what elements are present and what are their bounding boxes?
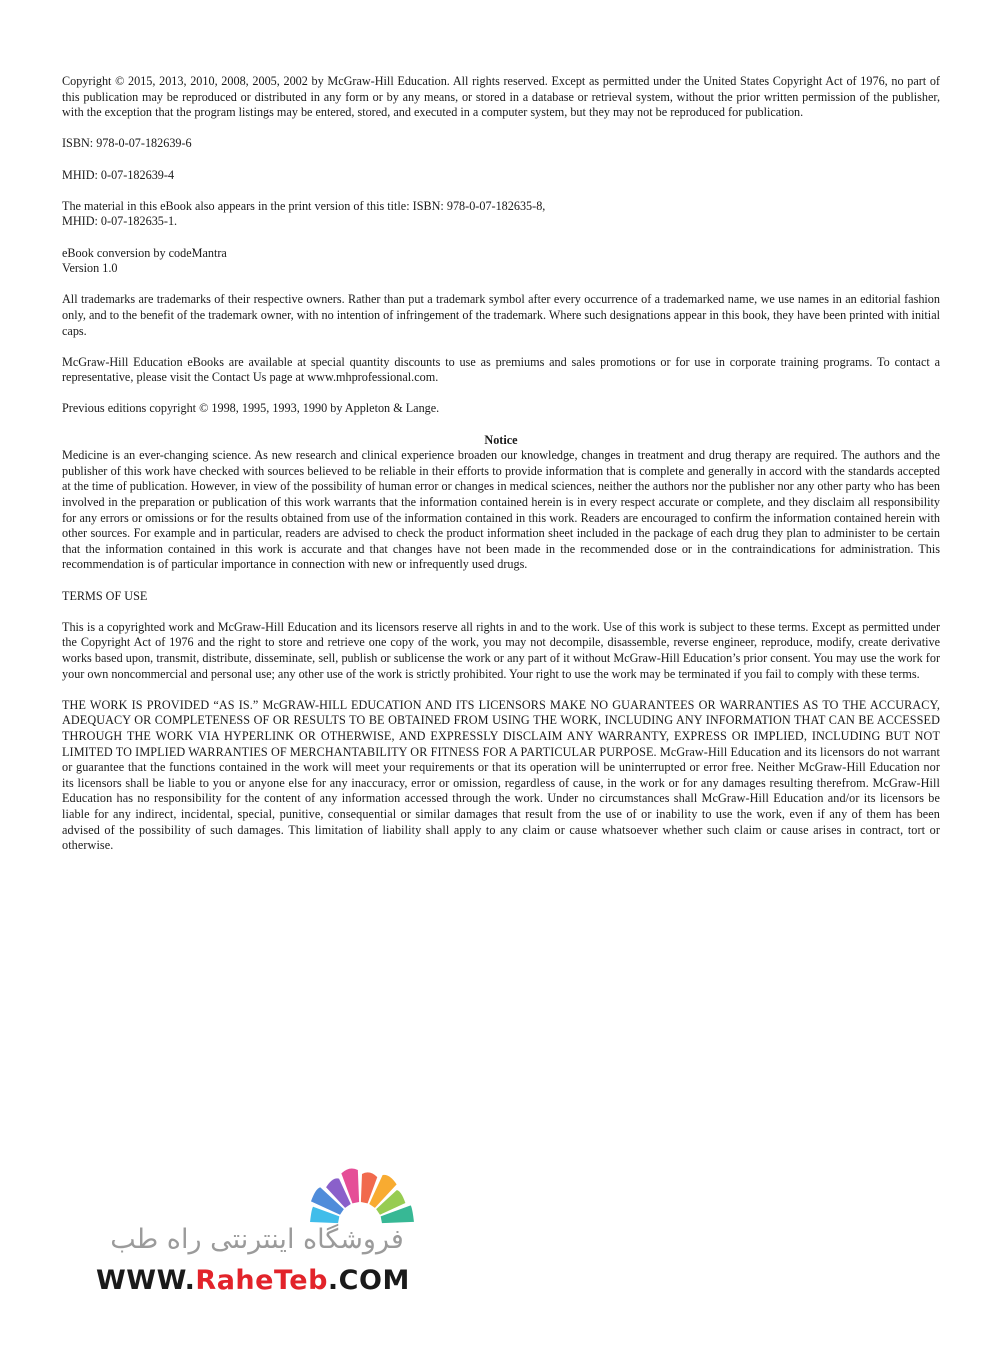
print-version-line-2: MHID: 0-07-182635-1.: [62, 214, 178, 229]
copyright-page: [62, 74, 940, 869]
copyright-notice: Copyright © 2015, 2013, 2010, 2008, 2005, 2002 by McGraw-Hill Education. All rights reserved. Except as permitted under the United States Copyright Act of 1976, no part of this publication may be reproduced or distributed in any form or by any means, or stored in a database or retrieval system, without the prior written permission of the publisher, with the exception that the program listings may be entered, stored, and executed in a computer system, but they may not be reproduced for publication.: [62, 74, 940, 120]
watermark-url-brand: RaheTeb: [195, 1265, 328, 1296]
watermark-url: [96, 1265, 426, 1296]
terms-of-use-heading: TERMS OF USE: [62, 588, 148, 603]
print-version-line-1: The material in this eBook also appears in the print version of this title: ISBN: 978-0-07-182635-8,: [62, 198, 546, 213]
mhid-line: MHID: 0-07-182639-4: [62, 167, 175, 182]
notice-paragraph: Medicine is an ever-changing science. As new research and clinical experience broaden our knowledge, changes in treatment and drug therapy are required. The authors and the publisher of this work have checked with sources believed to be reliable in their efforts to provide information that is complete and generally in accord with the standards accepted at the time of publication. However, in view of the possibility of human error or changes in medical sciences, neither the authors nor the publisher nor any other party who has been involved in the preparation or publication of this work warrants that the information contained herein is in every respect accurate or complete, and they disclaim all responsibility for any errors or omissions or for the results obtained from use of the information contained in this work. Readers are encouraged to confirm the information contained herein with other sources. For example and in particular, readers are advised to check the product information sheet included in the package of each drug they plan to administer to be certain that the information contained in this work is accurate and that changes have not been made in the recommended dose or in the contraindications for administration. This recommendation is of particular importance in connection with new or infrequently used drugs.: [62, 448, 940, 572]
watermark-url-suffix: .COM: [327, 1265, 410, 1296]
rahe-teb-watermark: [92, 1164, 432, 1304]
terms-of-use-paragraph: This is a copyrighted work and McGraw-Hill Education and its licensors reserve all rights in and to the work. Use of this work is subject to these terms. Except as permitted under the Copyright Act of 1976 and the right to store and retrieve one copy of the work, you may not decompile, disassemble, reverse engineer, reproduce, modify, create derivative works based upon, transmit, distribute, disseminate, sell, publish or sublicense the work or any part of it without McGraw-Hill Education’s prior consent. You may use the work for your own noncommercial and personal use; any other use of the work is strictly prohibited. Your right to use the work may be terminated if you fail to comply with these terms.: [62, 619, 940, 681]
ebook-conversion-line: eBook conversion by codeMantra: [62, 245, 227, 260]
watermark-url-prefix: WWW.: [96, 1265, 196, 1296]
version-line: Version 1.0: [62, 261, 118, 276]
warranty-disclaimer-paragraph: THE WORK IS PROVIDED “AS IS.” McGRAW-HILL EDUCATION AND ITS LICENSORS MAKE NO GUARANTEES OR WARRANTIES AS TO THE ACCURACY, ADEQUACY OR COMPLETENESS OF OR RESULTS TO BE OBTAINED FROM USING THE WORK, INCLUDING ANY INFORMATION THAT CAN BE ACCESSED THROUGH THE WORK VIA HYPERLINK OR OTHERWISE, AND EXPRESSLY DISCLAIM ANY WARRANTY, EXPRESS OR IMPLIED, INCLUDING BUT NOT LIMITED TO IMPLIED WARRANTIES OF MERCHANTABILITY OR FITNESS FOR A PARTICULAR PURPOSE. McGraw-Hill Education and its licensors do not warrant or guarantee that the functions contained in the work will meet your requirements or that its operation will be uninterrupted or error free. Neither McGraw-Hill Education nor its licensors shall be liable to you or anyone else for any inaccuracy, error or omission, regardless of cause, in the work or for any damages resulting therefrom. McGraw-Hill Education has no responsibility for the content of any information accessed through the work. Under no circumstances shall McGraw-Hill Education and/or its licensors be liable for any indirect, incidental, special, punitive, consequential or similar damages that result from the use of or inability to use the work, even if any of them has been advised of the possibility of such damages. This limitation of liability shall apply to any claim or cause whatsoever whether such claim or cause arises in contract, tort or otherwise.: [62, 697, 940, 853]
notice-heading: Notice: [484, 432, 518, 447]
book-fan-logo-icon: [304, 1164, 416, 1226]
trademarks-paragraph: All trademarks are trademarks of their respective owners. Rather than put a trademark symbol after every occurrence of a trademarked name, we use names in an editorial fashion only, and to the benefit of the trademark owner, with no intention of infringement of the trademark. Where such designations appear in this book, they have been printed with initial caps.: [62, 292, 940, 338]
ebooks-offer-paragraph: McGraw-Hill Education eBooks are available at special quantity discounts to use as premiums and sales promotions or for use in corporate training programs. To contact a representative, please visit the Contact Us page at www.mhprofessional.com.: [62, 354, 940, 385]
watermark-persian-text: فروشگاه اینترنتی راه طب: [110, 1224, 404, 1255]
previous-editions-line: Previous editions copyright © 1998, 1995, 1993, 1990 by Appleton & Lange.: [62, 401, 440, 416]
isbn-line: ISBN: 978-0-07-182639-6: [62, 136, 192, 151]
